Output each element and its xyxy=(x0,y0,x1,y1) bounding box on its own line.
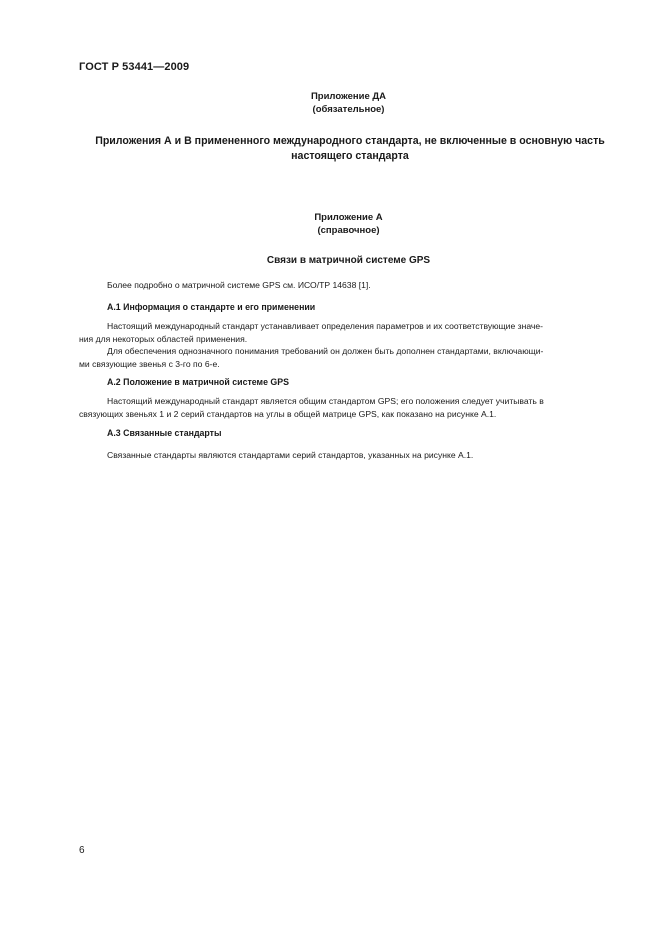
a2-p1-line-2: связующих звеньях 1 и 2 серий стандартов на углы в общей матрице GPS, как показано на рисунке А.1. xyxy=(79,408,497,419)
subsection-a2-title: А.2 Положение в матричной системе GPS xyxy=(107,377,289,387)
a2-p1-line-1: Настоящий международный стандарт является общим стандартом GPS; его положения следует учитывать в xyxy=(107,396,544,406)
a3-p1-line-1: Связанные стандарты являются стандартами серий стандартов, указанных на рисунке А.1. xyxy=(107,450,474,460)
a1-paragraph-1 xyxy=(79,320,615,346)
subsection-a1-title: А.1 Информация о стандарте и его применении xyxy=(107,302,316,312)
appendix-da-status: (обязательное) xyxy=(312,104,385,115)
a1-p2-line-1: Для обеспечения однозначного понимания требований он должен быть дополнен стандартами, включающи- xyxy=(107,346,544,356)
a1-p1-line-2: ния для некоторых областей применения. xyxy=(79,333,248,344)
a1-p1-line-1: Настоящий международный стандарт устанавливает определения параметров и их соответствующие значе- xyxy=(107,321,544,331)
appendix-a-status: (справочное) xyxy=(317,225,380,236)
a1-paragraph-2 xyxy=(79,345,615,371)
intro-text: Более подробно о матричной системе GPS см. ИСО/ТР 14638 [1]. xyxy=(107,280,371,290)
intro-paragraph xyxy=(79,279,615,292)
a2-paragraph-1 xyxy=(79,395,615,421)
section-title: Связи в матричной системе GPS xyxy=(266,255,431,266)
document-code: ГОСТ Р 53441—2009 xyxy=(79,61,190,73)
page-number: 6 xyxy=(79,845,85,856)
appendix-a-title: Приложение А xyxy=(314,212,383,223)
main-heading-line-2: настоящего стандарта xyxy=(291,150,409,162)
main-heading-line-1: Приложения А и В примененного международного стандарта, не включенные в основную часть xyxy=(95,135,605,147)
appendix-da-title: Приложение ДА xyxy=(310,91,387,102)
main-heading xyxy=(70,134,630,164)
a1-p2-line-2: ми связующие звенья с 3-го по 6-е. xyxy=(79,358,220,369)
a3-paragraph-1 xyxy=(79,449,615,462)
subsection-a3-title: А.3 Связанные стандарты xyxy=(107,428,222,438)
